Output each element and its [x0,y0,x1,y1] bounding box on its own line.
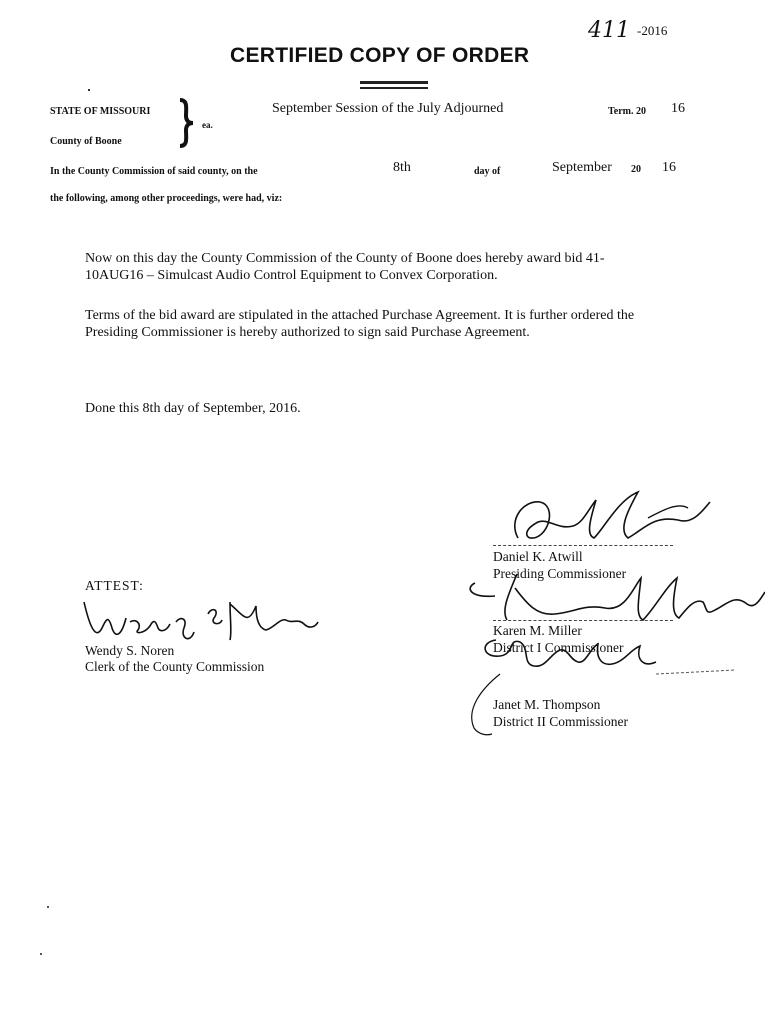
session-year: 16 [662,160,676,175]
commission-line: In the County Commission of said county, on the [50,166,258,177]
brace-icon [176,98,196,148]
term-year: 16 [671,101,685,116]
title-rule-secondary [360,87,428,89]
atwill-signature-line [493,545,673,546]
atwill-signature [478,480,728,560]
title-rule [360,81,428,84]
scan-speck [40,953,42,955]
ss-label: ea. [202,120,213,130]
year-prefix: 20 [631,164,641,175]
district-one-commissioner-name: Karen M. Miller [493,623,582,638]
handwritten-order-number: 411 [588,18,630,43]
term-label: Term. 20 [608,106,646,117]
presiding-commissioner-name: Daniel K. Atwill [493,549,583,564]
miller-signature-line [493,620,673,621]
district-two-commissioner-title: District II Commissioner [493,714,628,729]
state-label: STATE OF MISSOURI [50,106,151,117]
page-title: CERTIFIED COPY OF ORDER [230,44,530,67]
day-of-label: day of [474,166,501,177]
district-two-commissioner-name: Janet M. Thompson [493,697,601,712]
clerk-title: Clerk of the County Commission [85,659,265,674]
order-paragraph-terms: Terms of the bid award are stipulated in the attached Purchase Agreement. It is further ordered the Presiding Commissioner is hereby authorized to sign said Purchase Agreement. [85,308,635,340]
noren-signature [80,588,320,648]
session-month: September [552,160,612,175]
session-day: 8th [393,160,411,175]
presiding-commissioner-title: Presiding Commissioner [493,566,627,581]
proceedings-line: the following, among other proceedings, were had, viz: [50,193,283,204]
scan-speck [47,906,49,908]
clerk-name: Wendy S. Noren [85,643,175,658]
attest-label: ATTEST: [85,578,144,593]
district-one-commissioner-title: District I Commissioner [493,640,624,655]
county-label: County of Boone [50,136,122,147]
order-year: -2016 [637,23,668,38]
scan-speck [88,89,90,91]
done-date-line: Done this 8th day of September, 2016. [85,401,301,416]
order-paragraph-award: Now on this day the County Commission of the County of Boone does hereby award bid 41-10AUG16 – Simulcast Audio Control Equipment to Convex Corporation. [85,251,605,283]
session-text: September Session of the July Adjourned [272,101,504,116]
